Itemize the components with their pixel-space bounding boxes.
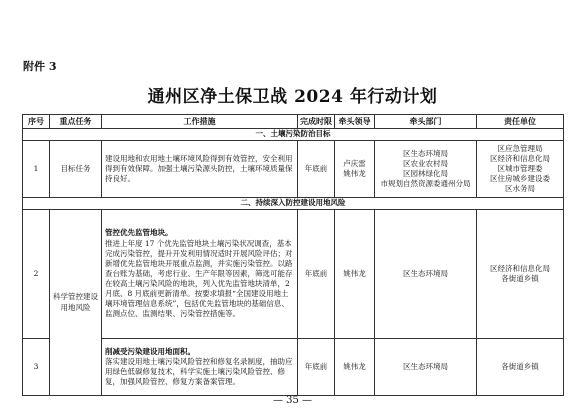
row-task: 目标任务 <box>50 141 102 198</box>
row-leaders <box>335 210 375 339</box>
attachment-label: 附件 3 <box>23 60 57 73</box>
section-row <box>23 198 564 210</box>
row-measure: 落实建设用地土壤污染风险管控和修复名录制度，抽助应用绿色低碳修复技术，科学实施土壤污染风险管控、修复，加强风险管控、修复方案备案管理。 <box>105 356 293 387</box>
unit: 各街道乡镇 <box>501 274 539 283</box>
table-row <box>23 141 564 198</box>
document-title: 通州区净土保卫战 2024 年行动计划 <box>147 87 438 107</box>
row-no: 3 <box>23 339 50 396</box>
unit: 各街道乡镇 <box>501 361 539 371</box>
row-measure-cell <box>102 339 298 396</box>
table-row <box>23 210 564 339</box>
row-lead-depts <box>375 339 477 396</box>
lead-dept: 区园林绿化局 <box>403 169 448 178</box>
lead-dept: 市规划自然资源委通州分局 <box>380 179 471 189</box>
leader-name: 姚伟龙 <box>343 169 366 178</box>
row-no: 1 <box>23 141 50 198</box>
row-units <box>477 339 564 396</box>
header-deadline: 完成时限 <box>298 115 335 129</box>
leader-name: 姚伟龙 <box>343 361 366 371</box>
unit: 区水务局 <box>505 184 535 194</box>
row-measure-cell <box>102 210 298 339</box>
leader-name: 卢庆雷 <box>343 158 366 168</box>
row-measure: 推进上年度 17 个优先监管地块土壤污染状况调查，基本完成污染管控，提升开发利用情况适时开展风险评估；对新增优先监管地块开展重点监测，并实施污染管控。以路查台账为基础，考虑行业、生产年限等因素，筛选可能存在较高土壤污染风险的地块，列入优先监管地块清单，2 月底、8 月底前更新清单。按要求填报“全国建设用地土壤环境管理信息系统”，包括优先监管地块的基础信息、监测点位、监测结果、污染管控措施等。 <box>105 238 293 319</box>
lead-dept: 区农业农村局 <box>403 158 448 168</box>
row-deadline: 年底前 <box>298 210 335 339</box>
unit: 区经济和信息化局 <box>490 153 550 163</box>
row-lead-depts <box>375 141 477 198</box>
section-title: 一、土壤污染防治目标 <box>23 129 564 141</box>
header-task: 重点任务 <box>50 115 102 129</box>
unit: 区住房城乡建设委 <box>490 174 550 184</box>
unit: 区城市管理委 <box>497 163 543 173</box>
lead-dept: 区生态环境局 <box>403 268 448 278</box>
row-measure: 建设用地和农用地土壤环境风险得到有效管控，安全利用得到有效保障。加强土壤污染源头防控，土壤环境质量保持良好。 <box>102 141 298 198</box>
measure-heading: 削减受污染建设用地面积。 <box>105 346 195 356</box>
row-no: 2 <box>23 210 50 339</box>
unit: 区应急管理局 <box>497 143 543 153</box>
header-no: 序号 <box>23 115 50 129</box>
row-deadline: 年底前 <box>298 339 335 396</box>
row-lead-depts <box>375 210 477 339</box>
header-measure: 工作措施 <box>102 115 298 129</box>
header-lead-dept: 牵头部门 <box>375 115 477 129</box>
row-leaders <box>335 339 375 396</box>
action-plan-table <box>22 114 564 396</box>
leader-name: 姚伟龙 <box>343 268 366 278</box>
header-units: 责任单位 <box>477 115 564 129</box>
unit: 区经济和信息化局 <box>490 263 550 273</box>
section-row <box>23 129 564 141</box>
row-units <box>477 141 564 198</box>
row-leaders <box>335 141 375 198</box>
header-leader: 牵头领导 <box>335 115 375 129</box>
row-units <box>477 210 564 339</box>
section-title: 二、持续深入防控建设用地风险 <box>23 198 564 210</box>
table-row <box>23 339 564 396</box>
lead-dept: 区生态环境局 <box>403 361 448 371</box>
page-number: — 35 — <box>272 395 313 406</box>
row-deadline: 年底前 <box>298 141 335 198</box>
measure-heading: 管控优先监管地块。 <box>105 228 173 238</box>
row-task: 科学管控建设用地风险 <box>50 210 102 396</box>
lead-dept: 区生态环境局 <box>403 148 448 158</box>
table-header-row <box>23 115 564 129</box>
